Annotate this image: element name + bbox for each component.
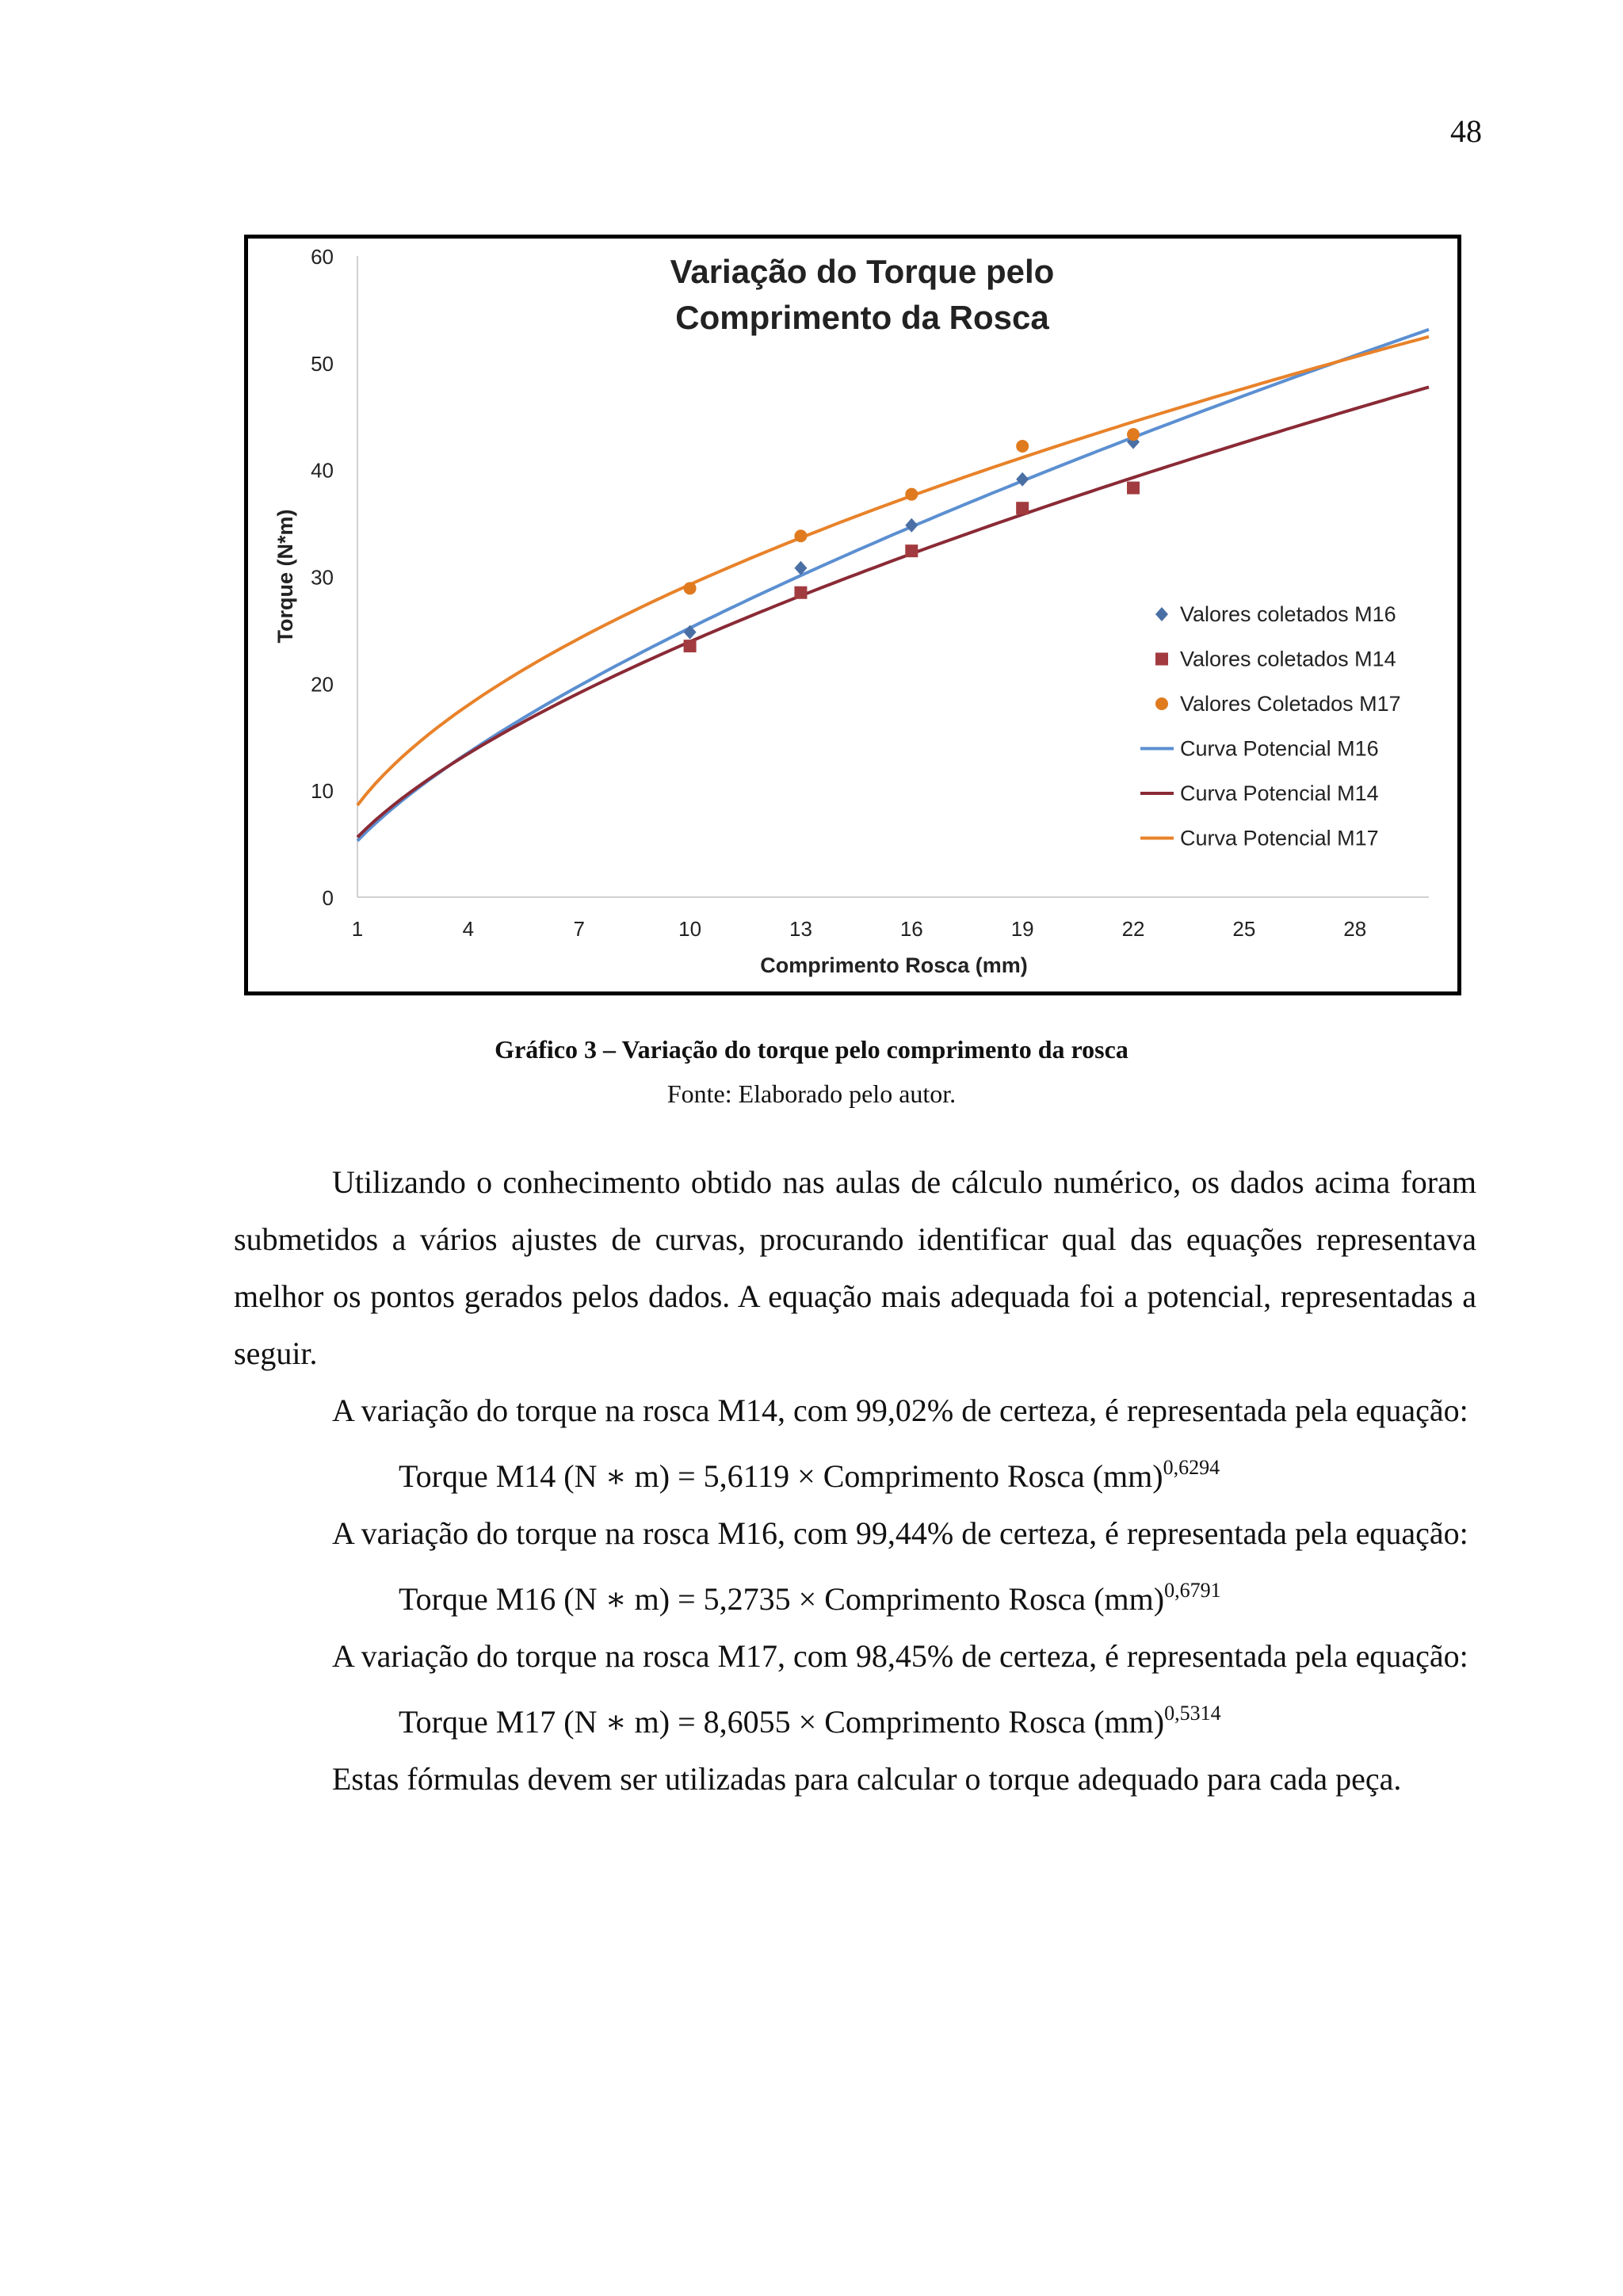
page-number: 48 — [1450, 113, 1482, 149]
equation-m16 — [234, 1562, 1476, 1628]
equation-m17-exponent: 0,5314 — [1164, 1702, 1221, 1725]
data-point-m17 — [1127, 428, 1140, 441]
x-tick-label: 22 — [1121, 917, 1145, 941]
data-point-m14 — [905, 544, 918, 557]
x-tick-label: 7 — [573, 917, 585, 941]
series-line-curve_m16 — [357, 330, 1429, 841]
chart-title-line: Variação do Torque pelo — [670, 253, 1055, 290]
legend-label: Valores Coletados M17 — [1180, 692, 1401, 716]
y-tick-label: 10 — [311, 779, 334, 804]
data-point-m17 — [905, 488, 918, 501]
x-tick-label: 4 — [462, 917, 475, 941]
chart-frame — [244, 235, 1461, 995]
series-line-curve_m17 — [357, 337, 1429, 805]
equation-m16-base: Torque M16 (N ∗ m) = 5,2735 × Comprimento Rosca (mm) — [399, 1581, 1165, 1617]
equation-m14 — [234, 1439, 1476, 1505]
body-text — [234, 1154, 1476, 1808]
y-tick-label: 20 — [311, 672, 334, 697]
paragraph-m14: A variação do torque na rosca M14, com 99,02% de certeza, é representada pela equação: — [332, 1392, 1468, 1428]
x-tick-label: 28 — [1343, 917, 1367, 941]
x-axis-label: Comprimento Rosca (mm) — [760, 953, 1028, 977]
torque-chart — [248, 239, 1457, 991]
data-point-m17 — [794, 529, 807, 542]
figure-caption: Gráfico 3 – Variação do torque pelo comprimento da rosca — [495, 1035, 1128, 1064]
legend-label: Valores coletados M14 — [1180, 647, 1396, 671]
x-tick-label: 10 — [678, 917, 702, 941]
legend-label: Curva Potencial M14 — [1180, 781, 1379, 805]
y-tick-label: 40 — [311, 458, 334, 483]
legend-label: Valores coletados M16 — [1180, 602, 1396, 626]
x-tick-label: 25 — [1232, 917, 1256, 941]
x-tick-label: 16 — [899, 917, 923, 941]
chart-title-line: Comprimento da Rosca — [675, 299, 1049, 336]
paragraph-m17: A variação do torque na rosca M17, com 98,45% de certeza, é representada pela equação: — [332, 1638, 1468, 1674]
data-point-m14 — [1016, 502, 1029, 514]
equation-m14-exponent: 0,6294 — [1163, 1456, 1220, 1479]
x-tick-label: 13 — [789, 917, 812, 941]
x-tick-label: 1 — [351, 917, 364, 941]
paragraph-m16: A variação do torque na rosca M16, com 99,44% de certeza, é representada pela equação: — [332, 1515, 1468, 1551]
data-point-m17 — [684, 582, 697, 594]
legend-label: Curva Potencial M16 — [1180, 736, 1379, 761]
y-tick-label: 60 — [311, 245, 334, 269]
legend-label: Curva Potencial M17 — [1180, 826, 1379, 850]
data-point-m14 — [1127, 482, 1140, 495]
equation-m16-exponent: 0,6791 — [1164, 1579, 1221, 1602]
data-point-m17 — [1016, 440, 1029, 453]
paragraph-intro: Utilizando o conhecimento obtido nas aulas de cálculo numérico, os dados acima foram submetidos a vários ajustes de curvas, procurando identificar qual das equações representava melhor os pontos gerados pelos dados. A equação mais adequada foi a potencial, representadas a seguir. — [234, 1164, 1476, 1371]
data-point-m14 — [794, 586, 807, 599]
y-tick-label: 50 — [311, 351, 334, 376]
legend-marker — [1155, 653, 1168, 666]
y-axis-label: Torque (N*m) — [273, 509, 297, 644]
paragraph-conclusion: Estas fórmulas devem ser utilizadas para calcular o torque adequado para cada peça. — [332, 1761, 1402, 1797]
data-point-m14 — [684, 640, 697, 652]
figure-source: Fonte: Elaborado pelo autor. — [666, 1079, 957, 1108]
x-tick-label: 19 — [1010, 917, 1034, 941]
y-tick-label: 0 — [322, 886, 334, 910]
legend-marker — [1155, 697, 1168, 710]
y-tick-label: 30 — [311, 565, 334, 590]
equation-m17-base: Torque M17 (N ∗ m) = 8,6055 × Comprimento Rosca (mm) — [399, 1704, 1165, 1740]
legend-marker — [1155, 607, 1168, 621]
equation-m17 — [234, 1685, 1476, 1751]
equation-m14-base: Torque M14 (N ∗ m) = 5,6119 × Comprimento Rosca (mm) — [399, 1458, 1163, 1494]
